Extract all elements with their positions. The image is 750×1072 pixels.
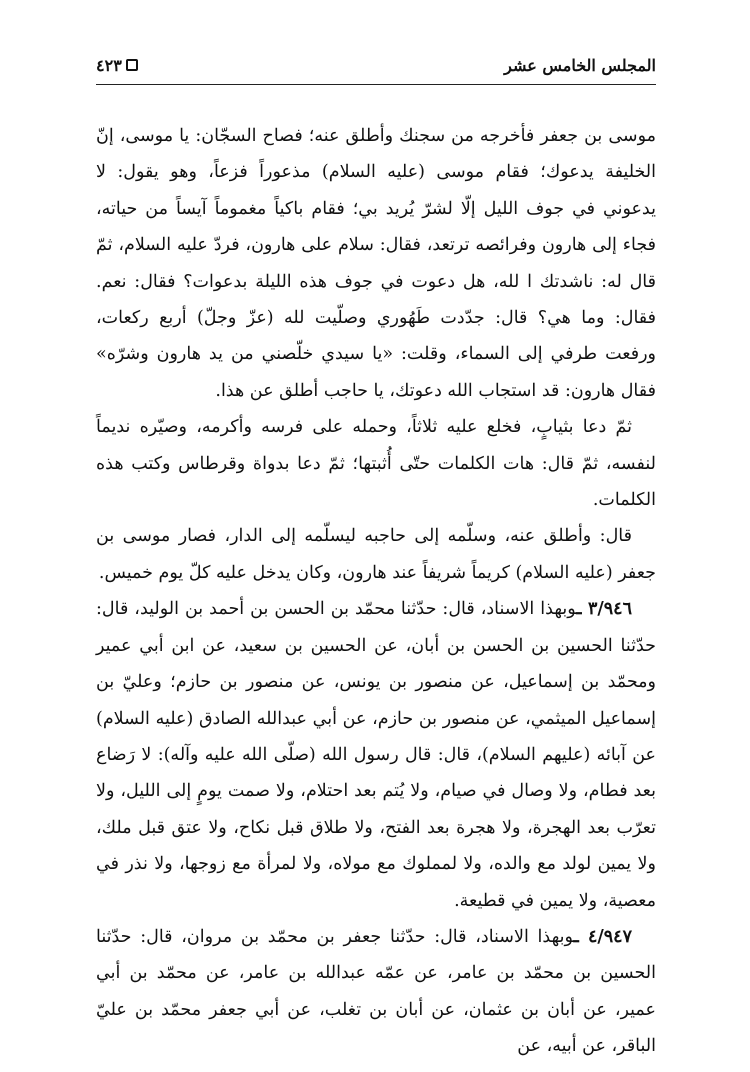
chapter-title: المجلس الخامس عشر <box>504 55 656 75</box>
paragraph: ثمّ دعا بثيابٍ، فخلع عليه ثلاثاً، وحمله على فرسه وأكرمه، وصيّره نديماً لنفسه، ثمّ قال: هات الكلمات حتّى أُثبتها؛ ثمّ دعا بدواة وقرطاس وكتب هذه الكلمات. <box>96 417 656 511</box>
page-marker-icon <box>126 59 138 71</box>
hadith-number: ٤/٩٤٧ ـ <box>573 926 632 947</box>
hadith-paragraph <box>96 919 656 1065</box>
page-number <box>96 56 138 75</box>
paragraph: قال: وأطلق عنه، وسلّمه إلى حاجبه ليسلّمه إلى الدار، فصار موسى بن جعفر (عليه السلام) كريماً شريفاً عند هارون، وكان يدخل عليه كلّ يوم خميس. <box>96 526 656 583</box>
hadith-text: وبهذا الاسناد، قال: حدّثنا محمّد بن الحسن بن أحمد بن الوليد، قال: حدّثنا الحسين بن الحسن بن أبان، عن الحسين بن سعيد، عن ابن أبي عمير ومحمّد بن إسماعيل، عن منصور بن يونس، عن منصور بن حازم؛ وعليّ بن إسماعيل الميثمي، عن منصور بن حازم، عن أبي عبدالله الصادق (عليه السلام) عن آبائه (عليهم السلام)، قال: قال رسول الله (صلّى الله عليه وآله): لا رَضاع بعد فطام، ولا وصال في صيام، ولا يُتم بعد احتلام، ولا صمت يومٍ إلى الليل، ولا تعرّب بعد الهجرة، ولا هجرة بعد الفتح، ولا طلاق قبل نكاح، ولا عتق قبل ملك، ولا يمين لولد مع والده، ولا لمملوك مع مولاه، ولا لمرأة مع زوجها، ولا نذر في معصية، ولا يمين في قطيعة. <box>96 599 656 911</box>
page-body <box>96 118 656 1065</box>
hadith-number: ٣/٩٤٦ ـ <box>576 599 632 620</box>
paragraph: موسى بن جعفر فأخرجه من سجنك وأطلق عنه؛ فصاح السجّان: يا موسى، إنّ الخليفة يدعوك؛ فقام موسى (عليه السلام) مذعوراً فزعاً، وهو يقول: لا يدعوني في جوف الليل إلّا لشرّ يُريد بي؛ فقام باكياً مغموماً آيساً من حياته، فجاء إلى هارون وفرائصه ترتعد، فقال: سلام على هارون، فردّ عليه السلام، ثمّ قال له: ناشدتك ا لله، هل دعوت في جوف هذه الليلة بدعوات؟ فقال: نعم. فقال: وما هي؟ قال: جدّدت طَهُوري وصلّيت لله (عزّ وجلّ) أربع ركعات، ورفعت طرفي إلى السماء، وقلت: «يا سيدي خلّصني من يد هارون وشرّه» فقال هارون: قد استجاب الله دعوتك، يا حاجب أطلق عن هذا. <box>96 126 656 401</box>
hadith-paragraph <box>96 591 656 919</box>
page-header <box>96 50 656 80</box>
header-rule <box>96 84 656 85</box>
page-number-digits: ٤٢٣ <box>96 55 122 75</box>
hadith-text: وبهذا الاسناد، قال: حدّثنا جعفر بن محمّد بن مروان، قال: حدّثنا الحسين بن محمّد بن عامر، عن عمّه عبدالله بن عامر، عن محمّد بن أبي عمير، عن أبان بن عثمان، عن أبان بن تغلب، عن أبي جعفر محمّد بن عليّ الباقر، عن أبيه، عن <box>96 926 656 1057</box>
